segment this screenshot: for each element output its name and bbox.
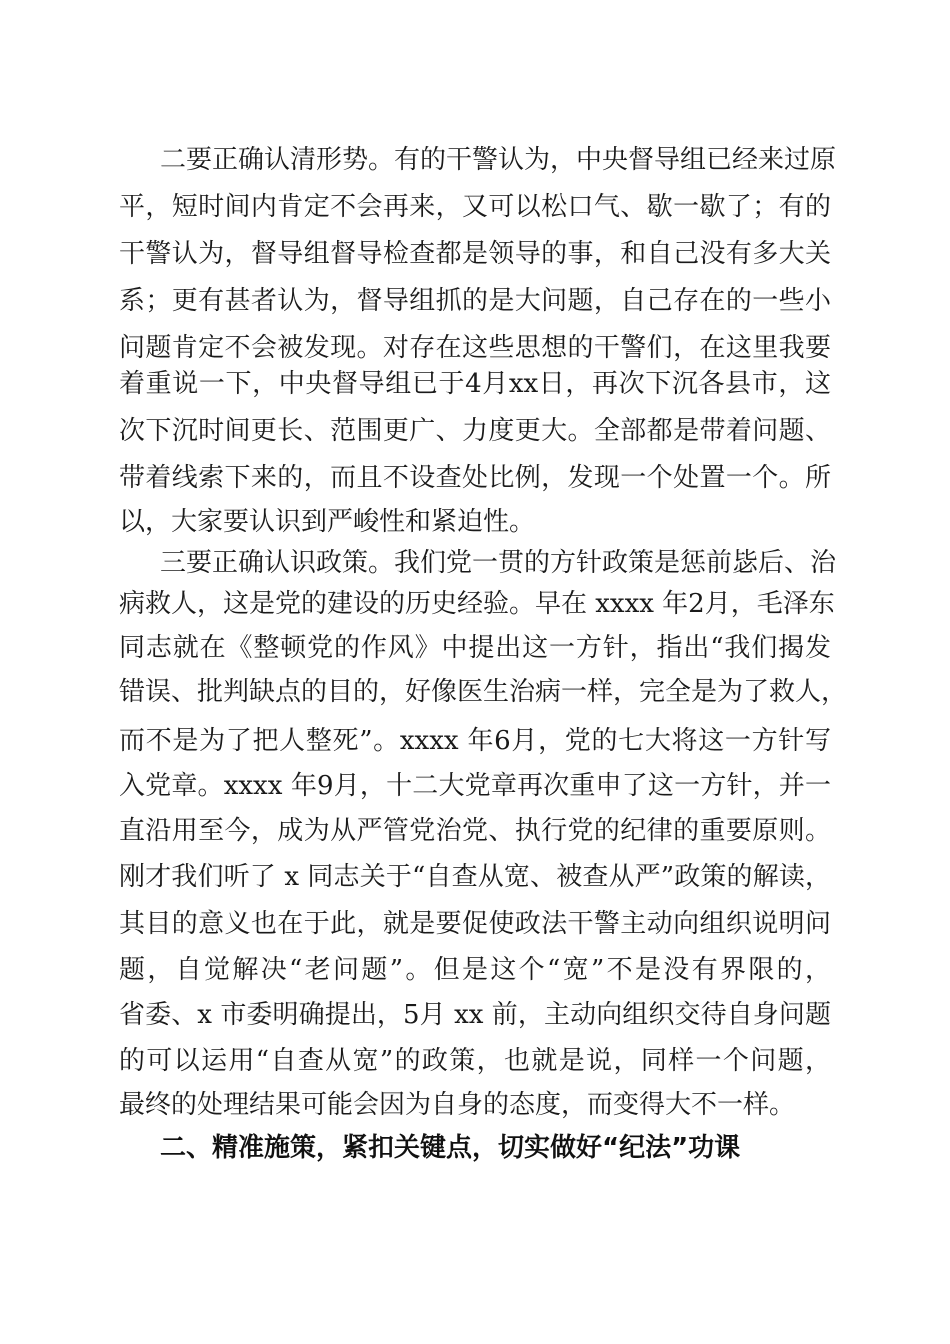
paragraph-2-line-2: 平，短时间内肯定不会再来，又可以松口气、歇一歇了；有的 (119, 192, 831, 222)
paragraph-2-line-9: 以，大家要认识到严峻性和紧迫性。 (119, 507, 536, 537)
paragraph-3-line-10: 题，自觉解决“老问题”。但是这个“宽”不是没有界限的， (119, 955, 831, 985)
paragraph-2-line-8: 带着线索下来的，而且不设查处比例，发现一个处置一个。所 (119, 463, 831, 493)
paragraph-3-line-12: 的可以运用“自查从宽”的政策，也就是说，同样一个问题， (119, 1046, 831, 1076)
paragraph-3-line-6: 入党章。xxxx 年9月，十二大党章再次重申了这一方针，并一 (119, 771, 831, 801)
paragraph-3-line-11: 省委、x 市委明确提出，5月 xx 前，主动向组织交待自身问题 (119, 1000, 831, 1030)
paragraph-3-line-5: 而不是为了把人整死”。xxxx 年6月，党的七大将这一方针写 (119, 726, 831, 756)
paragraph-2-line-1: 二要正确认清形势。有的干警认为，中央督导组已经来过原 (160, 145, 837, 175)
paragraph-3-line-8: 刚才我们听了 x 同志关于“自查从宽、被查从严”政策的解读， (119, 862, 831, 892)
paragraph-3-line-9: 其目的意义也在于此，就是要促使政法干警主动向组织说明问 (119, 909, 831, 939)
section-heading-2: 二、精准施策，紧扣关键点，切实做好“纪法”功课 (160, 1133, 741, 1163)
paragraph-3-line-7: 直沿用至今，成为从严管党治党、执行党的纪律的重要原则。 (119, 816, 831, 846)
paragraph-2-line-3: 干警认为，督导组督导检查都是领导的事，和自己没有多大关 (119, 239, 831, 269)
paragraph-2-line-5: 问题肯定不会被发现。对存在这些思想的干警们，在这里我要 (119, 333, 831, 363)
paragraph-3-line-4: 错误、批判缺点的目的，好像医生治病一样，完全是为了救人， (119, 677, 848, 707)
paragraph-3-line-1: 三要正确认识政策。我们党一贯的方针政策是惩前毖后、治 (160, 548, 837, 578)
paragraph-2-line-7: 次下沉时间更长、范围更广、力度更大。全部都是带着问题、 (119, 416, 831, 446)
paragraph-3-line-3: 同志就在《整顿党的作风》中提出这一方针，指出“我们揭发 (119, 633, 831, 663)
paragraph-2-line-4: 系；更有甚者认为，督导组抓的是大问题，自己存在的一些小 (119, 286, 831, 316)
paragraph-3-line-13: 最终的处理结果可能会因为自身的态度，而变得大不一样。 (119, 1090, 796, 1120)
paragraph-2-line-6: 着重说一下，中央督导组已于4月xx日，再次下沉各县市，这 (119, 369, 831, 399)
paragraph-3-line-2: 病救人，这是党的建设的历史经验。早在 xxxx 年2月，毛泽东 (119, 589, 835, 619)
